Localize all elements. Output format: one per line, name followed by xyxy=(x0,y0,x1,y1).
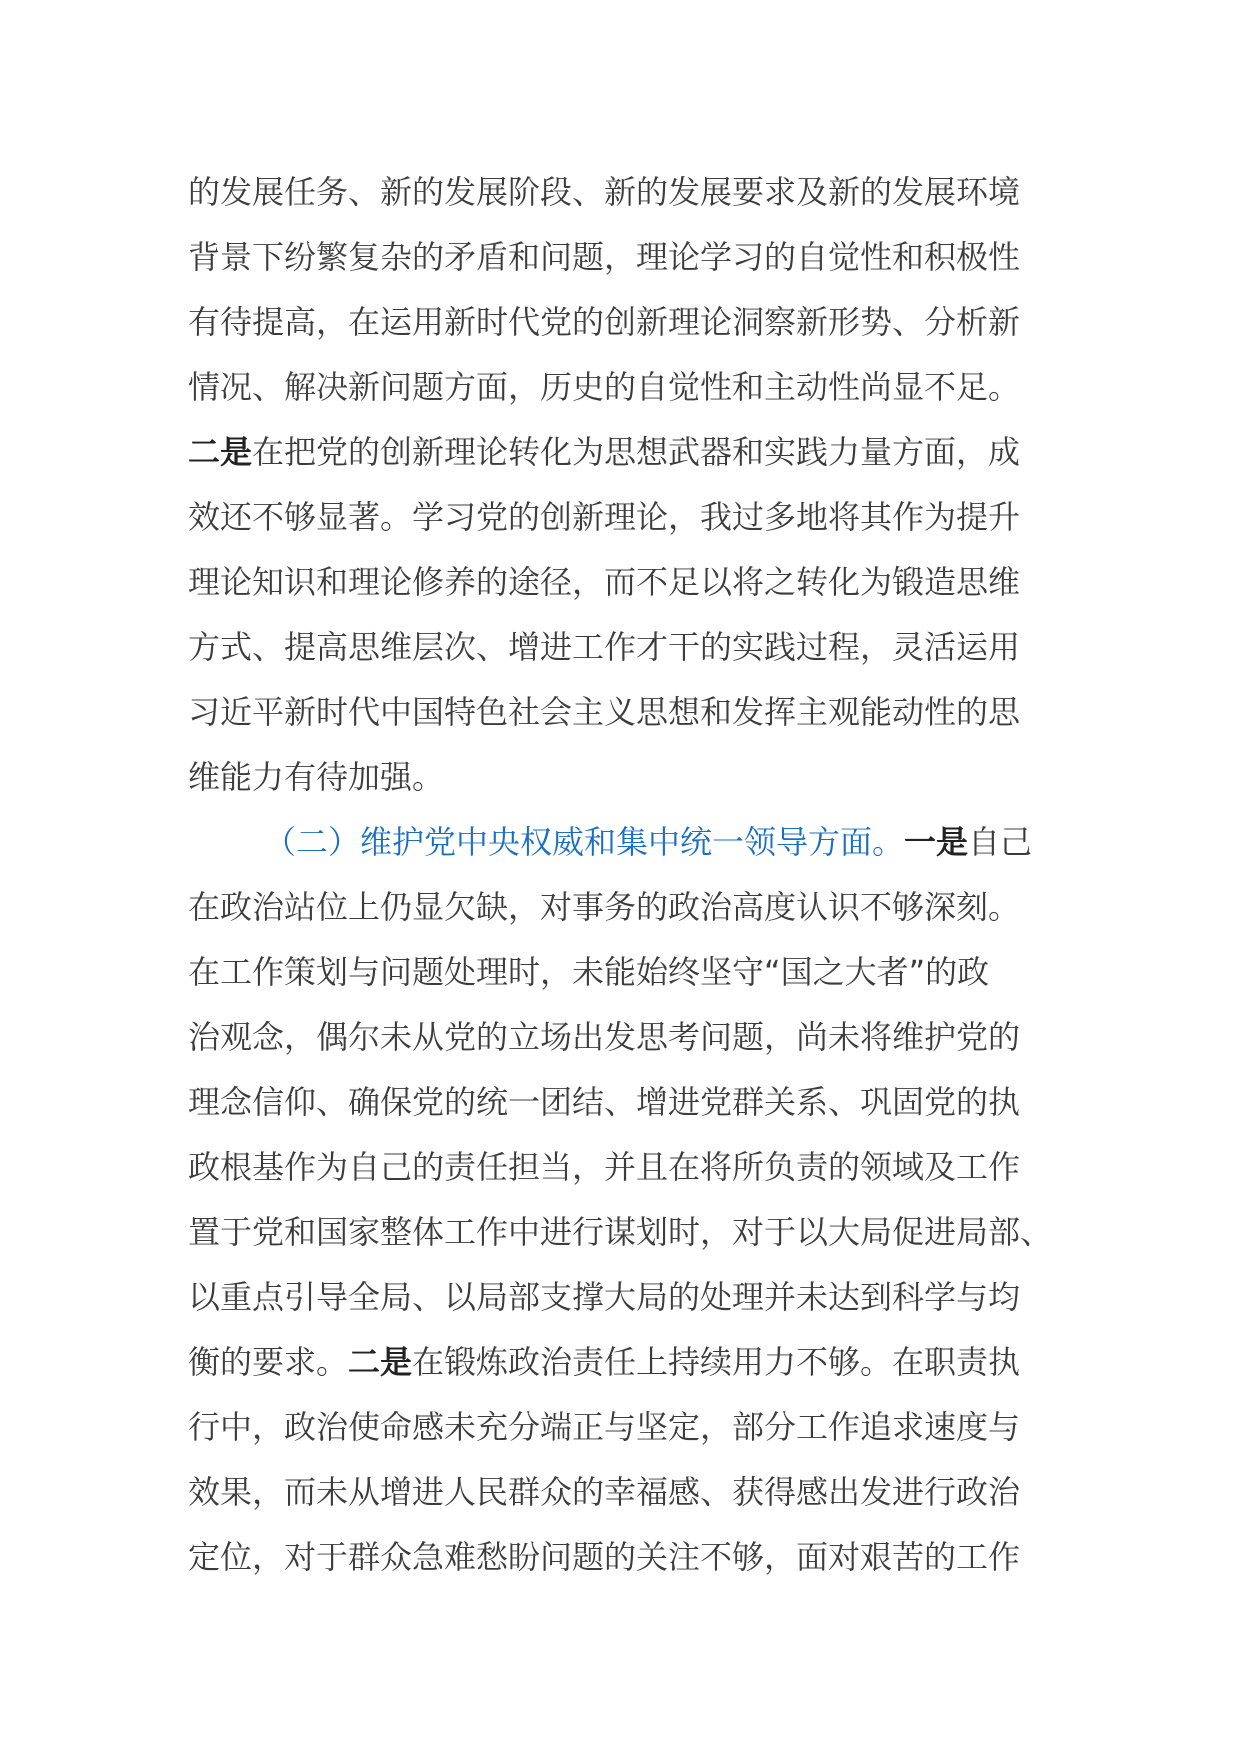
text-line: 以重点引导全局、以局部支撑大局的处理并未达到科学与均 xyxy=(188,1278,1021,1316)
point-marker-two: 二是 xyxy=(188,433,253,471)
text-run: 衡的要求。 xyxy=(188,1343,349,1381)
text-line: 方式、提高思维层次、增进工作才干的实践过程，灵活运用 xyxy=(188,628,1021,666)
text-line: 有待提高，在运用新时代党的创新理论洞察新形势、分析新 xyxy=(188,303,1021,341)
text-line: 在工作策划与问题处理时，未能始终坚守“国之大者”的政 xyxy=(188,953,990,991)
text-line xyxy=(188,420,1048,485)
text-line: 置于党和国家整体工作中进行谋划时，对于以大局促进局部、 xyxy=(188,1213,1053,1251)
text-line: 效还不够显著。学习党的创新理论，我过多地将其作为提升 xyxy=(188,498,1021,536)
text-line: 效果，而未从增进人民群众的幸福感、获得感出发进行政治 xyxy=(188,1473,1021,1511)
text-line: 情况、解决新问题方面，历史的自觉性和主动性尚显不足。 xyxy=(188,368,1021,406)
section-heading-line xyxy=(188,810,1048,875)
text-line: 定位，对于群众急难愁盼问题的关注不够，面对艰苦的工作 xyxy=(188,1538,1021,1576)
section-heading: （二）维护党中央权威和集中统一领导方面。 xyxy=(264,823,905,861)
text-run: 在把党的创新理论转化为思想武器和实践力量方面，成 xyxy=(252,433,1021,471)
text-line: 治观念，偶尔未从党的立场出发思考问题，尚未将维护党的 xyxy=(188,1018,1021,1056)
point-marker-two: 二是 xyxy=(348,1343,413,1381)
text-line xyxy=(188,1330,1048,1395)
text-line: 背景下纷繁复杂的矛盾和问题，理论学习的自觉性和积极性 xyxy=(188,238,1021,276)
document-body xyxy=(188,160,1053,1590)
text-line: 理念信仰、确保党的统一团结、增进党群关系、巩固党的执 xyxy=(188,1083,1021,1121)
text-line: 在政治站位上仍显欠缺，对事务的政治高度认识不够深刻。 xyxy=(188,888,1021,926)
point-marker-one: 一是 xyxy=(904,823,969,861)
text-line: 政根基作为自己的责任担当，并且在将所负责的领域及工作 xyxy=(188,1148,1021,1186)
text-line: 行中，政治使命感未充分端正与坚定，部分工作追求速度与 xyxy=(188,1408,1021,1446)
text-line: 的发展任务、新的发展阶段、新的发展要求及新的发展环境 xyxy=(188,173,1021,211)
text-line: 理论知识和理论修养的途径，而不足以将之转化为锻造思维 xyxy=(188,563,1021,601)
text-run: 自己 xyxy=(968,823,1033,861)
text-line: 习近平新时代中国特色社会主义思想和发挥主观能动性的思 xyxy=(188,693,1021,731)
text-run: 在锻炼政治责任上持续用力不够。在职责执 xyxy=(412,1343,1021,1381)
text-line: 维能力有待加强。 xyxy=(188,758,445,796)
